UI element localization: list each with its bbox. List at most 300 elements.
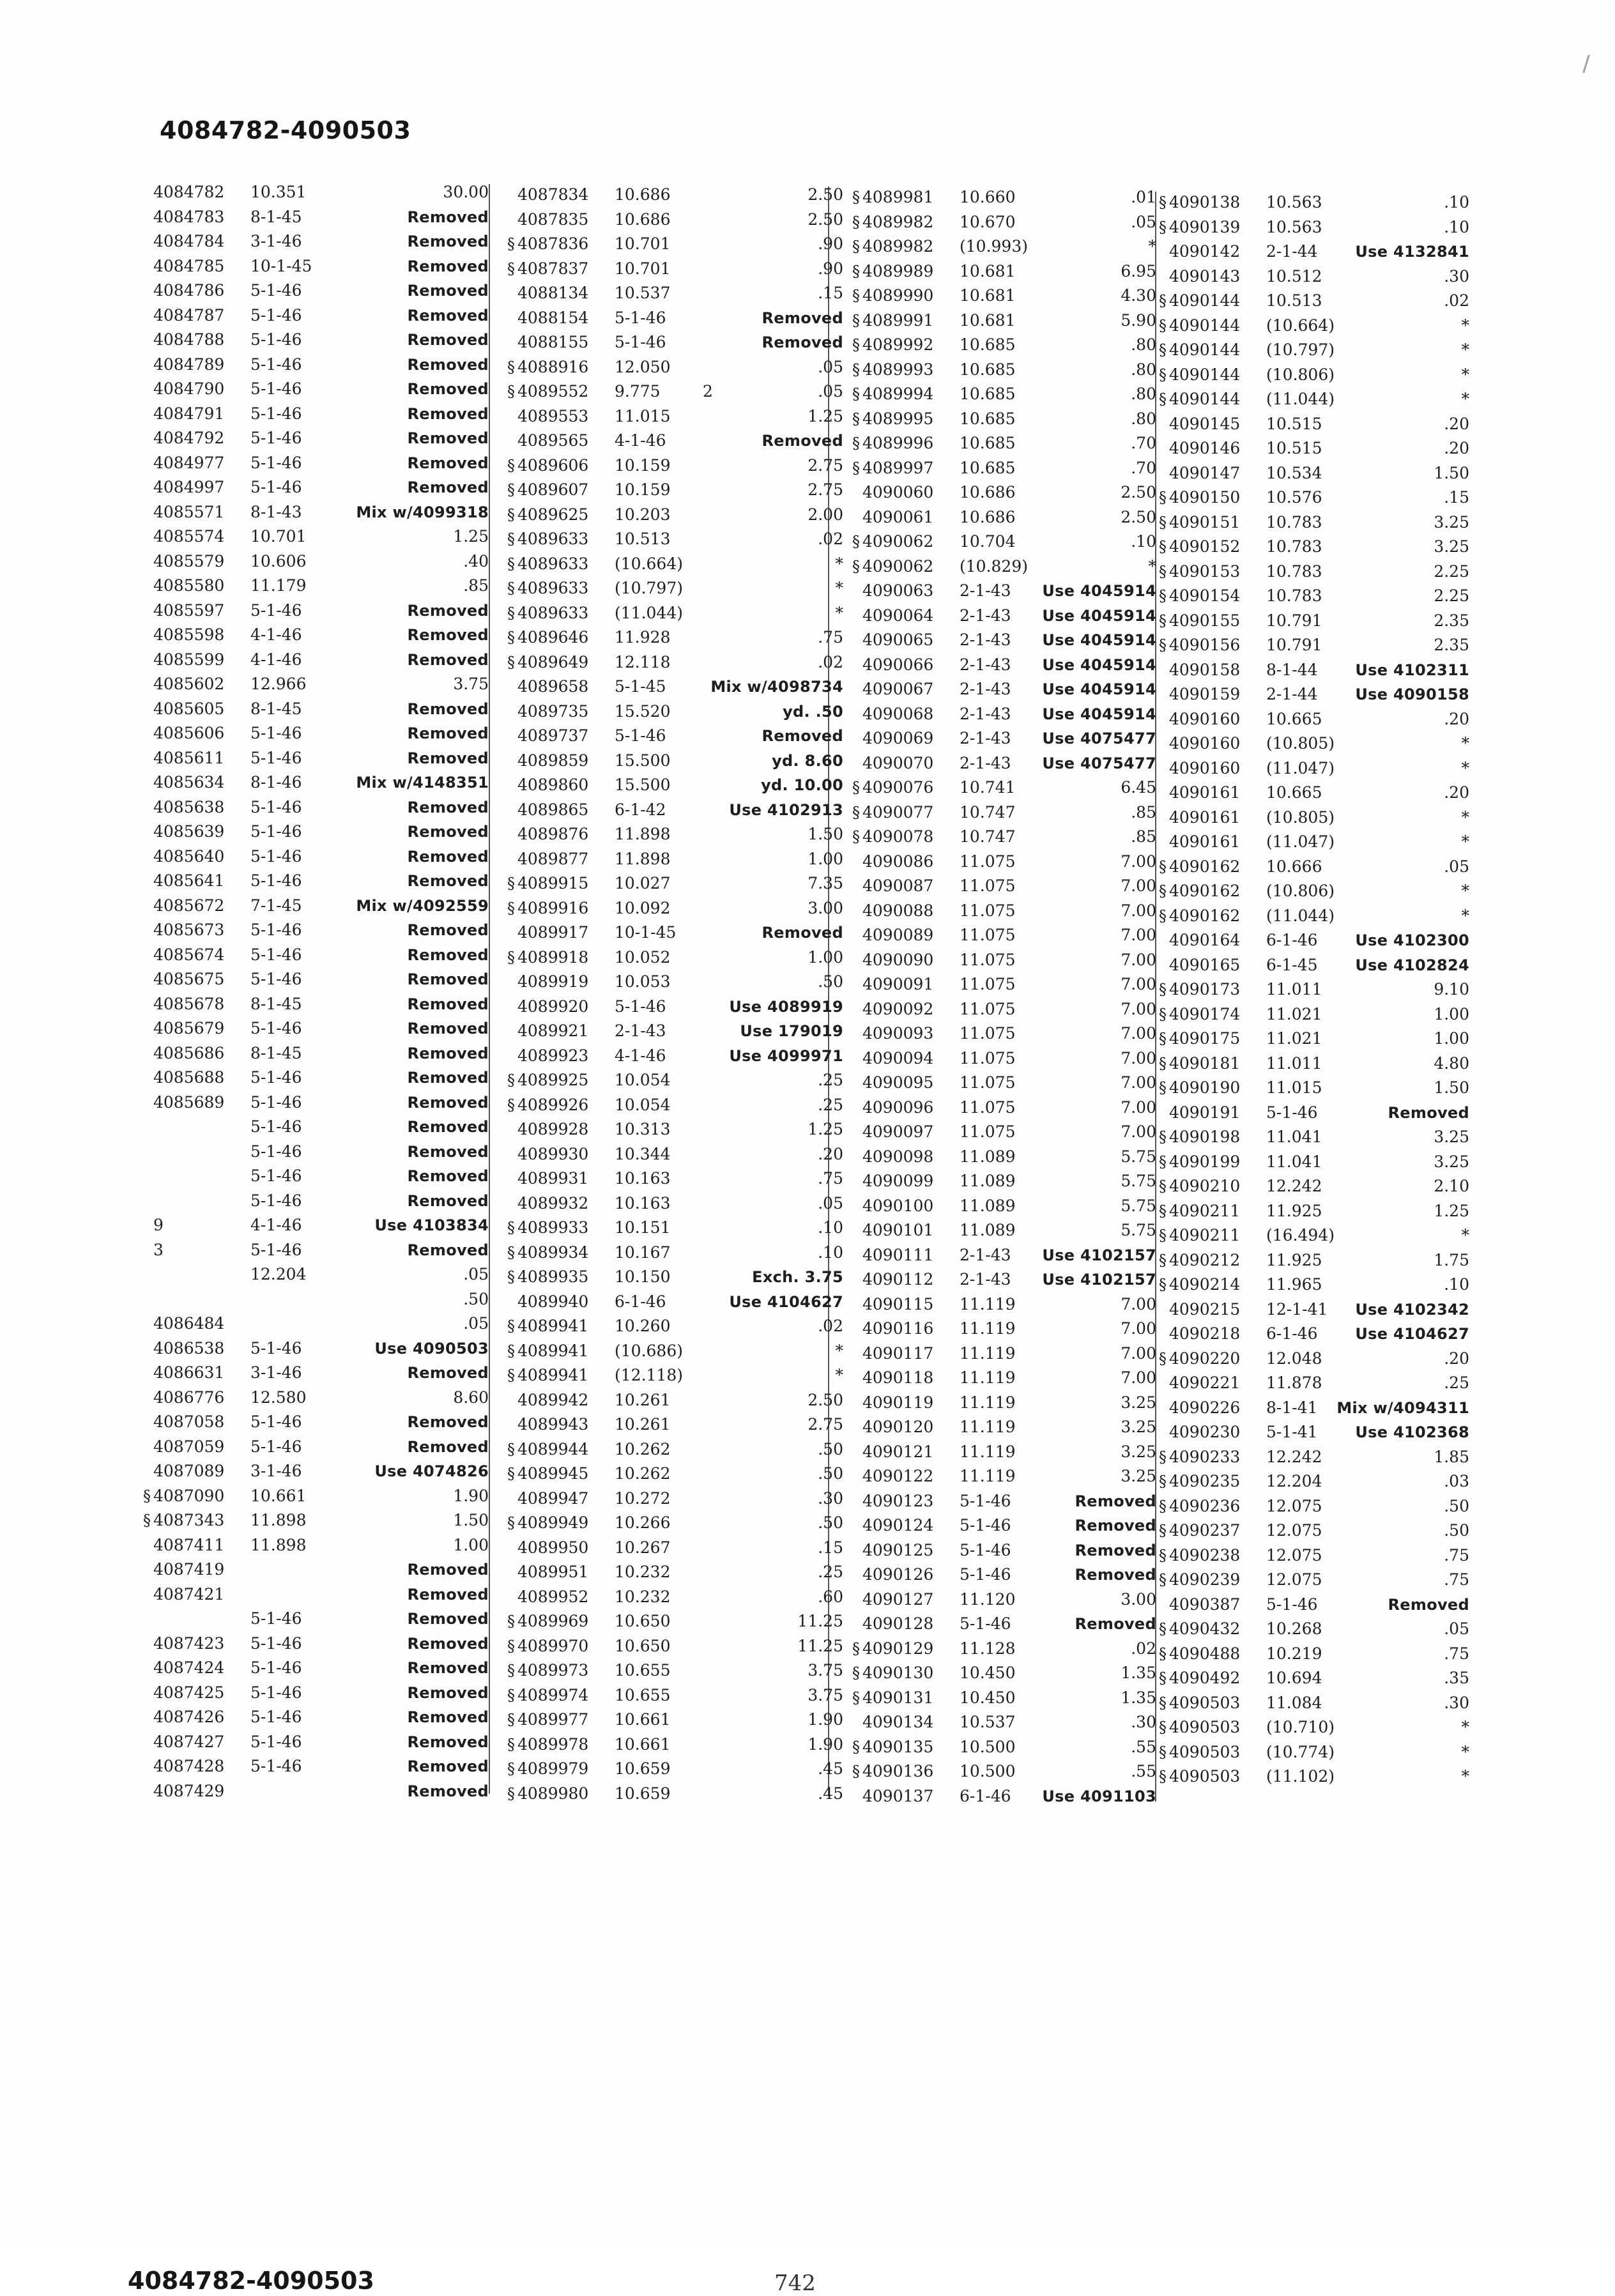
- table-row: [507, 355, 901, 380]
- table-row: [517, 1019, 901, 1044]
- table-row: [507, 1708, 901, 1733]
- part-number: 4090160: [1169, 758, 1241, 777]
- part-number: 4089633: [517, 603, 589, 622]
- value-cell: .85: [1131, 827, 1156, 846]
- table-row: [517, 1536, 901, 1561]
- part-number: 4086484: [153, 1314, 225, 1333]
- table-column-1: [143, 180, 537, 1803]
- table-row: [153, 1312, 537, 1336]
- value-cell: 7.00: [1121, 1319, 1156, 1338]
- table-row: [1159, 1617, 1552, 1642]
- part-number: 4090156: [1169, 636, 1241, 654]
- section-mark: §: [1159, 390, 1167, 408]
- value-cell: 7.00: [1121, 852, 1156, 871]
- table-row: [507, 1363, 901, 1388]
- part-number: 4089865: [517, 800, 589, 819]
- part-number: 4090092: [862, 999, 934, 1018]
- value-cell: .50: [1444, 1521, 1469, 1540]
- table-row: [153, 1435, 537, 1460]
- code-or-date: 10.685: [960, 409, 1016, 428]
- code-or-date: 15.500: [615, 751, 671, 770]
- part-number: 4084786: [153, 281, 225, 300]
- part-number: 4089925: [517, 1071, 589, 1089]
- value-cell: Use 4090503: [374, 1339, 489, 1358]
- value-cell: 3.25: [1121, 1418, 1156, 1436]
- value-cell: 3.25: [1121, 1467, 1156, 1485]
- value-cell: Removed: [762, 333, 843, 351]
- value-cell: .05: [463, 1265, 489, 1283]
- value-cell: 1.25: [808, 1120, 843, 1138]
- part-number: 4090130: [862, 1664, 934, 1682]
- part-number: 4087835: [517, 210, 589, 229]
- table-row: [1169, 953, 1552, 978]
- table-row: [1159, 1715, 1552, 1740]
- table-row: [1159, 387, 1552, 412]
- value-cell: Removed: [407, 404, 489, 423]
- section-mark: §: [1159, 562, 1167, 581]
- code-or-date: 10.685: [960, 434, 1016, 452]
- part-number: 4090164: [1169, 931, 1241, 949]
- table-row: [517, 208, 901, 233]
- table-row: [1169, 1396, 1552, 1421]
- table-row: [1169, 412, 1552, 437]
- value-cell: .85: [463, 576, 489, 595]
- code-or-date: 10.661: [615, 1710, 671, 1729]
- code-or-date: 5-1-46: [250, 748, 302, 767]
- table-row: [153, 1681, 537, 1706]
- table-row: [1159, 1740, 1552, 1765]
- code-or-date: 11.119: [960, 1467, 1016, 1485]
- part-number: 4089606: [517, 455, 589, 475]
- table-row: [153, 795, 537, 820]
- part-number: 4090181: [1169, 1053, 1241, 1073]
- value-cell: yd. 8.60: [772, 751, 843, 770]
- part-number: 4090078: [862, 827, 934, 846]
- section-mark: §: [507, 1735, 515, 1754]
- code-or-date: 5-1-45: [615, 677, 666, 696]
- value-cell: 7.00: [1121, 1098, 1156, 1117]
- code-or-date: 10.783: [1266, 512, 1322, 532]
- code-or-date: 10.660: [960, 188, 1016, 206]
- value-cell: 3.00: [808, 898, 843, 917]
- section-mark: §: [1159, 1497, 1167, 1515]
- value-cell: Removed: [407, 331, 489, 349]
- value-cell: Removed: [407, 872, 489, 890]
- code-or-date: 11.011: [1266, 980, 1322, 999]
- part-number: 4084977: [153, 453, 225, 472]
- code-or-date: 5-1-46: [250, 822, 302, 841]
- value-cell: Use 4102311: [1355, 661, 1469, 679]
- code-or-date: 11.928: [615, 628, 671, 647]
- value-cell: Removed: [762, 727, 843, 745]
- table-row: [517, 183, 901, 208]
- part-number: 4084784: [153, 232, 225, 250]
- table-column-4: [1159, 190, 1552, 1789]
- code-or-date: 11.021: [1266, 1004, 1322, 1023]
- part-number: 4085672: [153, 896, 225, 915]
- code-or-date: 10.159: [615, 455, 671, 475]
- part-number: 4090152: [1169, 537, 1241, 556]
- code-or-date: 10.261: [615, 1415, 671, 1434]
- part-number: 4090214: [1169, 1275, 1241, 1294]
- table-row: [153, 1632, 537, 1657]
- table-row: [153, 205, 537, 230]
- code-or-date: 10.650: [615, 1636, 671, 1655]
- table-row: [1159, 1642, 1552, 1667]
- table-row: [517, 281, 901, 306]
- code-or-date: 5-1-46: [250, 846, 302, 866]
- part-number: 4086538: [153, 1338, 225, 1358]
- value-cell: yd. 10.00: [761, 776, 843, 794]
- part-number: 4085679: [153, 1019, 225, 1037]
- section-mark: §: [1159, 194, 1167, 211]
- part-number: 4089949: [517, 1513, 589, 1532]
- part-number: 4087343: [153, 1511, 225, 1529]
- code-or-date: 5-1-46: [250, 871, 302, 890]
- code-or-date: 11.965: [1266, 1275, 1322, 1294]
- part-number: 4090099: [862, 1172, 934, 1190]
- section-mark: §: [507, 1243, 515, 1262]
- code-or-date: (11.047): [1266, 832, 1335, 851]
- table-row: [1169, 1593, 1552, 1618]
- part-number: 4090503: [1169, 1693, 1241, 1712]
- table-row: [1169, 806, 1552, 830]
- table-row: [153, 1533, 537, 1558]
- table-row: [517, 1412, 901, 1437]
- code-or-date: 5-1-46: [250, 921, 302, 939]
- table-row: [517, 1167, 901, 1191]
- section-mark: §: [507, 1686, 515, 1704]
- code-or-date: 10.515: [1266, 439, 1322, 457]
- value-cell: .15: [818, 284, 843, 302]
- code-or-date: 5-1-46: [250, 1068, 302, 1087]
- value-cell: 1.25: [1434, 1201, 1469, 1220]
- section-mark: §: [852, 188, 860, 206]
- section-mark: §: [1159, 981, 1167, 999]
- value-cell: 1.50: [1434, 1078, 1469, 1097]
- part-number: 4090129: [862, 1639, 934, 1658]
- code-or-date: 4-1-46: [250, 625, 302, 644]
- value-cell: 3.25: [1121, 1442, 1156, 1461]
- table-row: [507, 576, 901, 601]
- part-number: 4090122: [862, 1467, 934, 1485]
- part-number: 4090061: [862, 507, 934, 526]
- value-cell: Removed: [407, 1585, 489, 1603]
- part-number: 4087425: [153, 1683, 225, 1702]
- table-row: [517, 1585, 901, 1610]
- part-number: 4087428: [153, 1757, 225, 1775]
- code-or-date: (16.494): [1266, 1226, 1335, 1244]
- part-number: 4090089: [862, 926, 934, 944]
- value-cell: Removed: [1388, 1595, 1469, 1614]
- value-cell: .03: [1444, 1472, 1469, 1490]
- table-row: [1159, 289, 1552, 314]
- value-cell: 2.50: [808, 210, 843, 229]
- part-number: 4090160: [1169, 734, 1241, 753]
- part-number: 4088916: [517, 357, 589, 376]
- section-mark: §: [1159, 1030, 1167, 1048]
- section-mark: §: [1159, 1349, 1167, 1368]
- section-mark: §: [143, 1487, 151, 1505]
- section-mark: §: [852, 262, 860, 280]
- code-or-date: 2-1-43: [960, 606, 1011, 625]
- value-cell: Use 4102342: [1355, 1300, 1469, 1319]
- code-or-date: 10.655: [615, 1661, 671, 1680]
- table-row: [517, 1560, 901, 1585]
- value-cell: *: [835, 603, 843, 622]
- table-row: [507, 232, 901, 257]
- part-number: 4090112: [862, 1270, 934, 1289]
- part-number: 4084997: [153, 478, 225, 496]
- value-cell: .75: [1444, 1570, 1469, 1589]
- value-cell: .20: [818, 1144, 843, 1163]
- code-or-date: 10.163: [615, 1193, 671, 1213]
- value-cell: .10: [1444, 217, 1469, 236]
- table-row: [153, 1361, 537, 1386]
- code-or-date: 10.515: [1266, 414, 1322, 433]
- table-row: [153, 1189, 537, 1214]
- part-number: 4085598: [153, 625, 225, 644]
- value-cell: Removed: [407, 700, 489, 718]
- table-row: [1159, 1125, 1552, 1150]
- value-cell: 7.00: [1121, 999, 1156, 1018]
- value-cell: .02: [818, 1317, 843, 1335]
- part-number: 4089607: [517, 480, 589, 499]
- code-or-date: 11.089: [960, 1196, 1016, 1215]
- section-mark: §: [507, 530, 515, 548]
- value-cell: 6.95: [1121, 261, 1156, 280]
- value-cell: Use 4132841: [1355, 243, 1469, 261]
- table-row: [507, 503, 901, 528]
- table-row: [153, 1091, 537, 1115]
- part-number: 4090126: [862, 1565, 934, 1584]
- part-number: 4089982: [862, 237, 934, 256]
- code-or-date: 10.450: [960, 1688, 1016, 1707]
- code-or-date: 5-1-46: [615, 308, 666, 327]
- part-number: 4084790: [153, 379, 225, 398]
- code-or-date: 2-1-43: [960, 680, 1011, 698]
- part-number: 4085688: [153, 1068, 225, 1087]
- section-mark: §: [1159, 1202, 1167, 1220]
- table-row: [153, 1066, 537, 1091]
- code-or-date: 12.075: [1266, 1496, 1322, 1515]
- code-or-date: 11.898: [250, 1511, 307, 1529]
- part-number: 4088134: [517, 284, 589, 302]
- code-or-date: 11.075: [960, 999, 1016, 1018]
- part-number: 4090070: [862, 753, 934, 772]
- value-cell: Use 4045914: [1042, 680, 1156, 698]
- code-or-date: (11.102): [1266, 1767, 1335, 1786]
- part-number: 4084788: [153, 330, 225, 349]
- section-mark: §: [507, 1096, 515, 1114]
- part-number: 4089943: [517, 1415, 589, 1434]
- part-number: 4089737: [517, 726, 589, 745]
- table-row: [1159, 1764, 1552, 1789]
- section-mark: §: [852, 1738, 860, 1756]
- part-number: 4090190: [1169, 1078, 1241, 1097]
- value-cell: Removed: [407, 1708, 489, 1726]
- part-number: 4090077: [862, 802, 934, 822]
- value-cell: 2.25: [1434, 586, 1469, 605]
- table-row: [1159, 1002, 1552, 1027]
- value-cell: 1.35: [1121, 1688, 1156, 1707]
- code-or-date: 10.150: [615, 1267, 671, 1286]
- part-number: 4089928: [517, 1120, 589, 1138]
- code-or-date: 5-1-46: [250, 1191, 302, 1210]
- code-or-date: 10.500: [960, 1737, 1016, 1756]
- code-or-date: 5-1-46: [250, 1732, 302, 1751]
- part-number: 4089633: [517, 554, 589, 573]
- part-number: 4089951: [517, 1563, 589, 1581]
- code-or-date: 12.242: [1266, 1177, 1322, 1195]
- value-cell: 2.75: [808, 1415, 843, 1434]
- part-number: 4090088: [862, 901, 934, 920]
- section-mark: §: [1159, 218, 1167, 236]
- part-number: 4090128: [862, 1614, 934, 1633]
- part-number: 4090191: [1169, 1103, 1241, 1122]
- part-number: 4089926: [517, 1095, 589, 1114]
- value-cell: Removed: [1075, 1566, 1156, 1584]
- section-mark: §: [507, 1760, 515, 1778]
- value-cell: *: [1461, 734, 1469, 753]
- code-or-date: 11.089: [960, 1172, 1016, 1190]
- table-row: [1159, 338, 1552, 363]
- table-row: [507, 1339, 901, 1364]
- value-cell: 7.00: [1121, 926, 1156, 944]
- value-cell: Removed: [407, 1241, 489, 1259]
- part-number: 4085605: [153, 699, 225, 718]
- table-row: [153, 918, 537, 943]
- value-cell: Removed: [407, 1020, 489, 1037]
- part-number: 4085571: [153, 502, 225, 521]
- value-cell: Use 4102157: [1042, 1246, 1156, 1264]
- value-cell: 8.60: [453, 1388, 489, 1407]
- code-or-date: 11.179: [250, 576, 307, 595]
- value-cell: Mix w/4099318: [356, 503, 489, 521]
- value-cell: .80: [1131, 385, 1156, 403]
- code-or-date: 10.686: [615, 210, 671, 229]
- value-cell: 3.75: [808, 1661, 843, 1680]
- table-row: [143, 1508, 537, 1533]
- code-or-date: 12.966: [250, 675, 307, 693]
- part-number: 4087419: [153, 1560, 225, 1579]
- section-mark: §: [507, 579, 515, 597]
- value-cell: .50: [1444, 1496, 1469, 1515]
- value-cell: 2.50: [1121, 483, 1156, 501]
- part-number: 4090137: [862, 1786, 934, 1805]
- part-number: 4090100: [862, 1196, 934, 1215]
- code-or-date: 10.686: [615, 185, 671, 204]
- part-number: 4089996: [862, 434, 934, 452]
- value-cell: .02: [818, 652, 843, 671]
- table-row: [1159, 363, 1552, 388]
- value-cell: .70: [1131, 434, 1156, 452]
- code-or-date: 2-1-43: [960, 1270, 1011, 1289]
- code-or-date: (12.118): [615, 1366, 683, 1384]
- code-or-date: 10.151: [615, 1218, 671, 1237]
- part-number: 4089934: [517, 1243, 589, 1262]
- code-or-date: 10.351: [250, 183, 307, 201]
- code-or-date: 10.500: [960, 1762, 1016, 1780]
- code-or-date: 8-1-45: [250, 207, 302, 226]
- part-number: 4084783: [153, 207, 225, 226]
- code-or-date: 11.075: [960, 975, 1016, 993]
- part-number: 4090143: [1169, 266, 1241, 286]
- code-or-date: 10.606: [250, 551, 307, 570]
- code-or-date: 10.054: [615, 1071, 671, 1089]
- table-row: [1159, 535, 1552, 560]
- part-number: 4085611: [153, 748, 225, 767]
- section-mark: §: [1159, 365, 1167, 384]
- part-number: 4087837: [517, 259, 589, 278]
- code-or-date: 8-1-44: [1266, 660, 1318, 679]
- table-row: [153, 845, 537, 869]
- value-cell: *: [1461, 365, 1469, 384]
- value-cell: Removed: [407, 1634, 489, 1653]
- value-cell: Use 4102157: [1042, 1271, 1156, 1289]
- part-number: 4085674: [153, 945, 225, 964]
- part-number: 4090147: [1169, 463, 1241, 482]
- table-row: [1159, 510, 1552, 535]
- part-number: 9: [153, 1216, 164, 1234]
- table-row: [507, 552, 901, 577]
- table-row: [153, 992, 537, 1017]
- section-mark: §: [852, 557, 860, 576]
- part-number: 4090218: [1169, 1324, 1241, 1343]
- section-mark: §: [507, 1219, 515, 1237]
- table-row: [153, 1410, 537, 1435]
- table-row: [153, 943, 537, 968]
- part-number: 4084785: [153, 256, 225, 275]
- part-number: 4085599: [153, 650, 225, 669]
- table-row: [153, 279, 537, 303]
- value-cell: 1.00: [453, 1535, 489, 1554]
- value-cell: 6.45: [1121, 778, 1156, 797]
- part-number: 4090165: [1169, 955, 1241, 974]
- part-number: 4090144: [1169, 365, 1241, 384]
- table-row: [153, 1557, 537, 1582]
- section-mark: §: [1159, 857, 1167, 876]
- code-or-date: 10.661: [615, 1734, 671, 1754]
- code-or-date: 5-1-46: [250, 1658, 302, 1677]
- section-mark: §: [1159, 1473, 1167, 1490]
- value-cell: 1.00: [808, 849, 843, 868]
- table-row: [507, 478, 901, 503]
- value-cell: 7.00: [1121, 950, 1156, 969]
- code-or-date: 15.500: [615, 776, 671, 794]
- section-mark: §: [852, 1763, 860, 1780]
- code-or-date: 10.783: [1266, 586, 1322, 605]
- part-number: 4089974: [517, 1685, 589, 1704]
- section-mark: §: [507, 555, 515, 573]
- part-number: 4090087: [862, 876, 934, 895]
- part-number: 4090062: [862, 532, 934, 551]
- value-cell: 30.00: [443, 183, 489, 201]
- table-row: [153, 402, 537, 427]
- value-cell: Removed: [407, 1413, 489, 1431]
- part-number: 4090091: [862, 975, 934, 993]
- code-or-date: 8-1-46: [250, 773, 302, 792]
- code-or-date: 10.232: [615, 1563, 671, 1581]
- code-or-date: 2-1-43: [960, 704, 1011, 723]
- code-or-date: 10.670: [960, 212, 1016, 231]
- part-number: 4089649: [517, 652, 589, 671]
- value-cell: .90: [818, 234, 843, 253]
- table-row: [507, 1782, 901, 1807]
- part-number: 4087089: [153, 1462, 225, 1480]
- value-cell: .02: [1444, 291, 1469, 310]
- table-row: [507, 896, 901, 921]
